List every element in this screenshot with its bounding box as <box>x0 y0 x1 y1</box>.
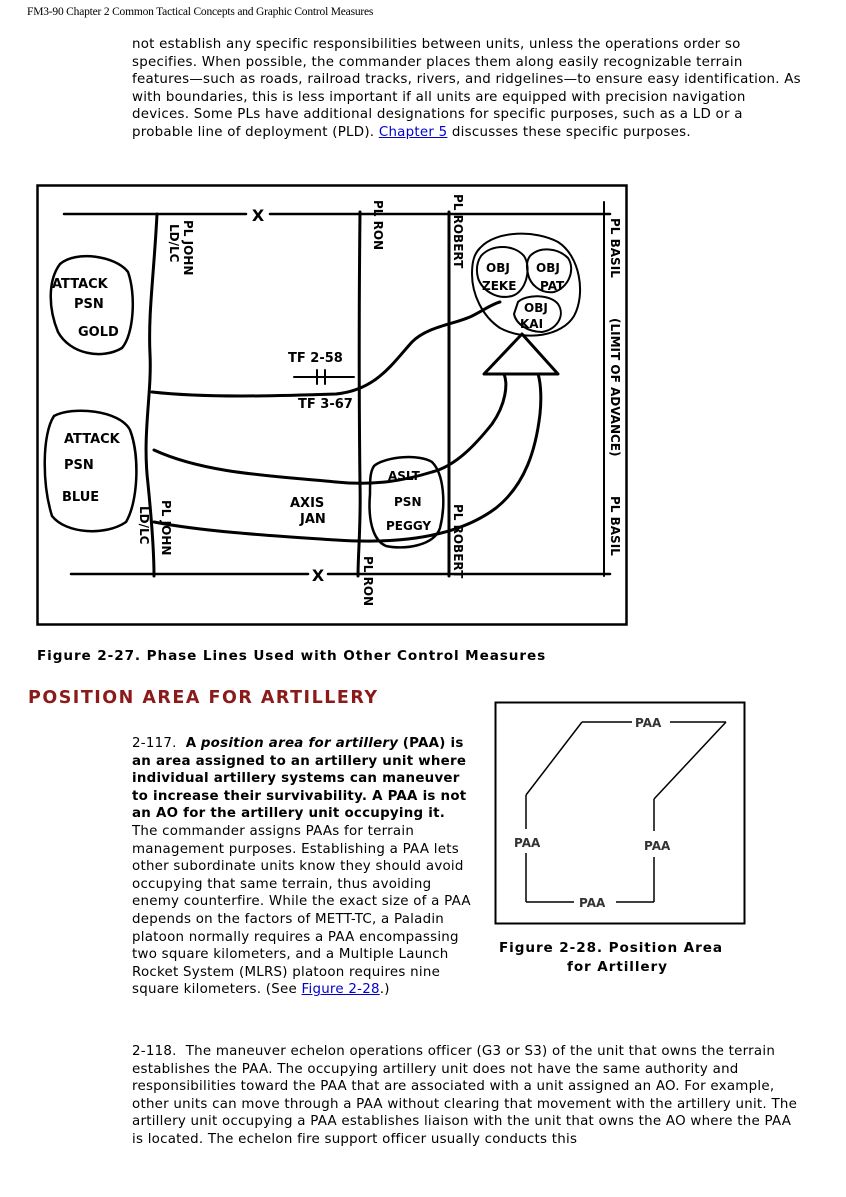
definition-text: (PAA) is an area assigned to an artillery unit where individual artillery systems can maneuver to increase their survivability. A PAA is not an AO for the artillery unit occupying it. <box>132 736 467 822</box>
paa-label-left: PAA <box>514 836 541 850</box>
boundary-symbol-bottom: X <box>311 566 325 585</box>
axis-label-line2: JAN <box>300 512 326 527</box>
paragraph-2-117-close: .) <box>379 982 390 998</box>
figure-2-28-caption-line1: Figure 2-28. Position Area <box>499 940 723 956</box>
obj-kai-line2: KAI <box>520 317 544 331</box>
attack-psn-gold-line3: GOLD <box>78 325 119 340</box>
running-head: FM3-90 Chapter 2 Common Tactical Concepts and Graphic Control Measures <box>27 6 374 18</box>
aslt-psn-line2: PSN <box>394 495 422 509</box>
aslt-psn-line1: ASLT <box>388 469 420 483</box>
definition-lead: A <box>185 736 197 751</box>
attack-psn-gold-line1: ATTACK <box>52 277 108 292</box>
paragraph-2-117-number: 2-117. <box>132 736 177 751</box>
obj-kai-line1: OBJ <box>524 301 548 315</box>
paragraph-2-118 <box>132 1043 804 1149</box>
intro-paragraph <box>132 36 804 142</box>
paa-label-right: PAA <box>644 839 671 853</box>
paa-label-top: PAA <box>635 716 662 730</box>
limit-of-advance-label: (LIMIT OF ADVANCE) <box>608 318 622 457</box>
axis-label-line1: AXIS <box>290 496 325 511</box>
attack-psn-blue-line2: PSN <box>64 458 94 473</box>
pl-ron-label-top: PL RON <box>371 200 385 251</box>
pl-robert-label-bottom: PL ROBERT <box>451 504 465 579</box>
attack-psn-gold-line2: PSN <box>74 297 104 312</box>
pl-basil-label-bottom: PL BASIL <box>608 496 622 556</box>
section-heading: POSITION AREA FOR ARTILLERY <box>28 688 379 708</box>
boundary-symbol-top: X <box>251 206 265 225</box>
ld-lc-label-bottom: LD/LC <box>137 506 151 545</box>
tf-2-58-label: TF 2-58 <box>288 351 343 366</box>
aslt-psn-line3: PEGGY <box>386 519 432 533</box>
defined-term: position area for artillery <box>200 736 399 751</box>
obj-pat-line1: OBJ <box>536 261 560 275</box>
pl-basil-label-top: PL BASIL <box>608 218 622 278</box>
obj-pat-line2: PAT <box>540 279 565 293</box>
ld-lc-label-top: LD/LC <box>167 224 181 263</box>
attack-psn-blue-line1: ATTACK <box>64 432 120 447</box>
chapter-5-link[interactable]: Chapter 5 <box>378 124 448 140</box>
pl-john-label-top: PL JOHN <box>181 220 195 276</box>
pl-john-label-bottom: PL JOHN <box>159 500 173 556</box>
pl-ron-label-bottom: PL RON <box>361 556 375 607</box>
paa-label-bottom: PAA <box>579 896 606 910</box>
intro-text: not establish any specific responsibilities between units, unless the operations order so specifies. When possible, the commander places them along easily recognizable terrain features—such as roads, railroad tracks, rivers, and ridgelines—to ensure easy identification. As with boundaries, this is less important if all units are equipped with precision navigation devices. Some PLs have additional designations for specific purposes, such as a LD or a probable line of deployment (PLD). <box>132 37 801 140</box>
obj-zeke-line1: OBJ <box>486 261 510 275</box>
pl-robert-label-top: PL ROBERT <box>451 194 465 269</box>
attack-psn-blue-line3: BLUE <box>62 490 100 505</box>
figure-2-28-link[interactable]: Figure 2-28 <box>301 982 380 998</box>
obj-zeke-line2: ZEKE <box>482 279 517 293</box>
paragraph-2-117-upper <box>132 735 804 999</box>
intro-text-after-link: discusses these specific purposes. <box>451 124 691 140</box>
figure-2-28-caption-line2: for Artillery <box>567 959 668 975</box>
figure-2-27-caption: Figure 2-27. Phase Lines Used with Other Control Measures <box>37 648 547 664</box>
tf-3-67-label: TF 3-67 <box>298 397 353 412</box>
figure-2-27-diagram <box>36 184 628 626</box>
paragraph-2-118-number: 2-118. <box>132 1044 177 1059</box>
paragraph-2-118-text: The maneuver echelon operations officer (G3 or S3) of the unit that owns the terrain establishes the PAA. The occupying artillery unit does not have the same authority and responsibilities toward the PAA that are associated with a unit assigned an AO. For example, other units can move through a PAA without clearing that movement with the artillery unit. The artillery unit occupying a PAA establishes liaison with the unit that owns the AO where the PAA is located. The echelon fire support officer usually conducts this <box>132 1044 798 1147</box>
paragraph-2-117-body: The commander assigns PAAs for terrain management purposes. Establishing a PAA lets other subordinate units know they should avoid occupying that same terrain, thus avoiding enemy counterfire. While the exact size of a PAA depends on the factors of METT-TC, a Paladin platoon normally requires a PAA encompassing two square kilometers, and a Multiple Launch Rocket System (MLRS) platoon requires nine square kilometers. (See <box>132 823 471 998</box>
